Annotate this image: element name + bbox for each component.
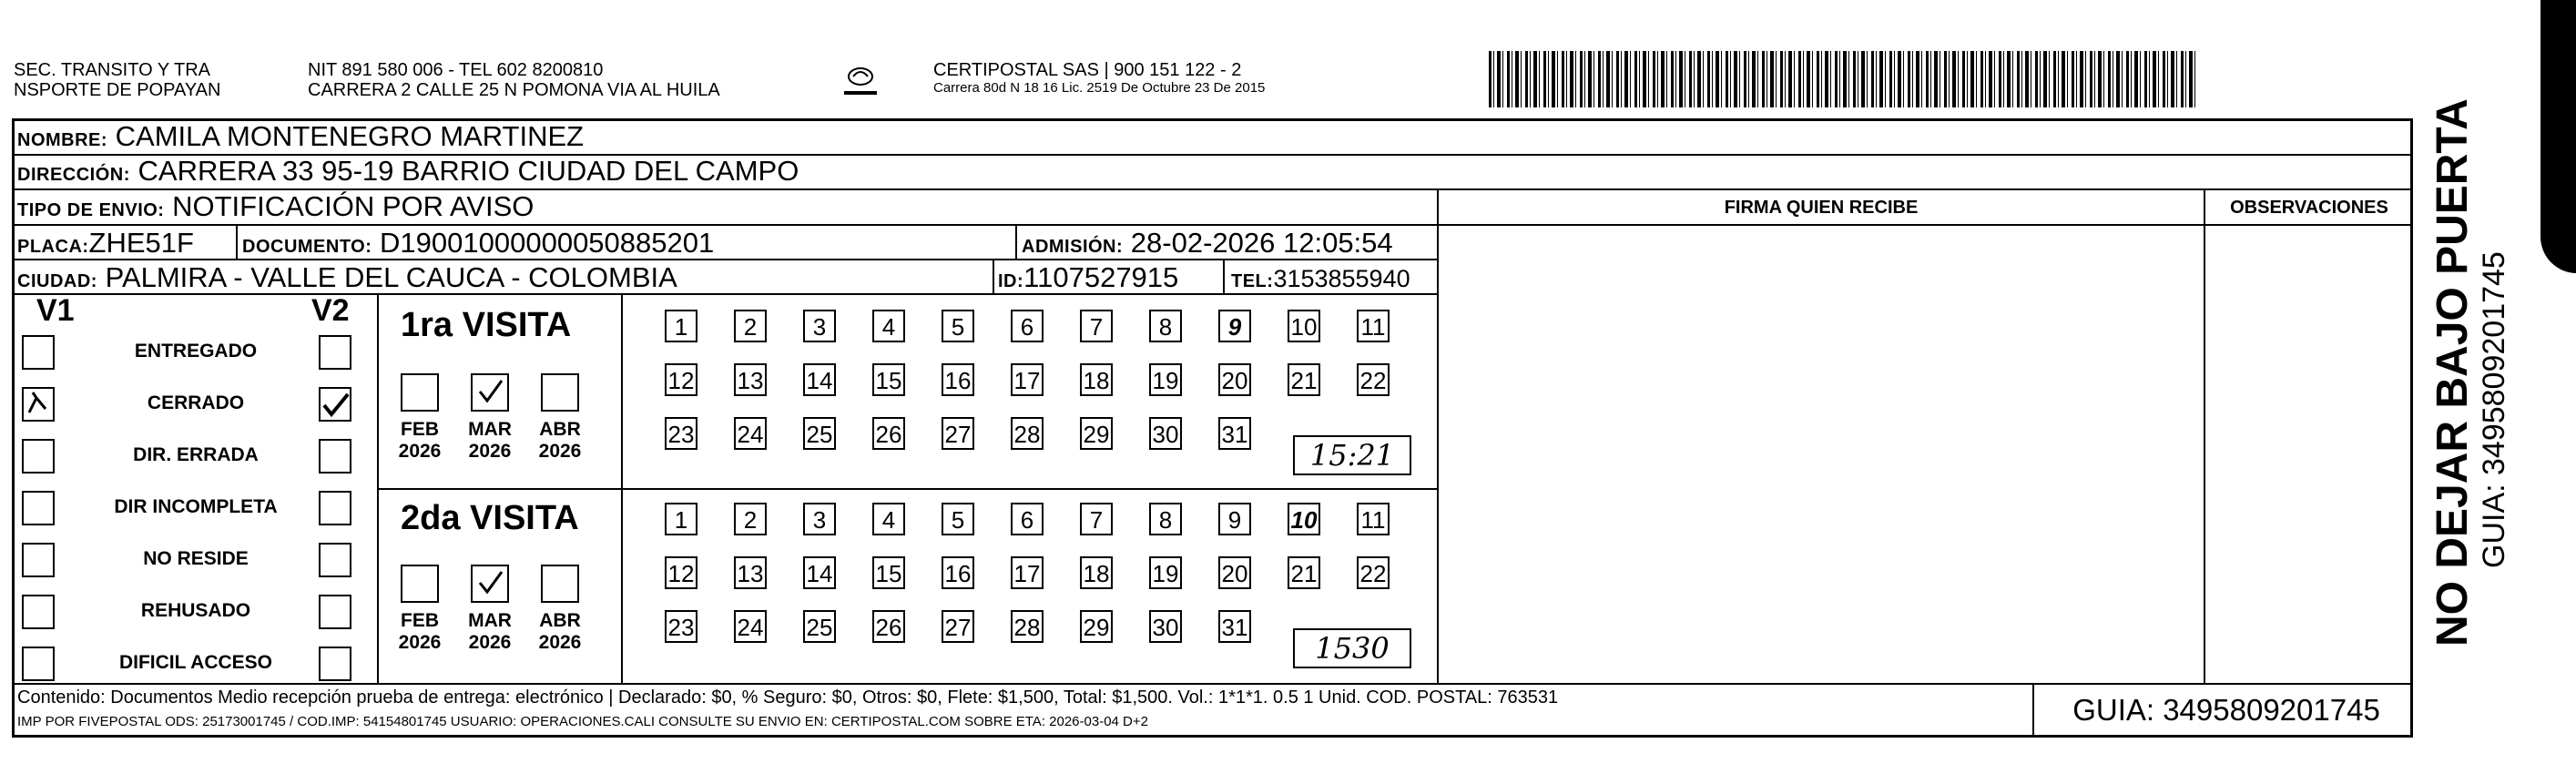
day-box[interactable]: 27 — [942, 610, 974, 643]
footer-text: Contenido: Documentos Medio recepción prueba de entrega: electrónico | Declarado: $0, % Seguro: $0, Otros: $0, Flete: $1,500, Total: $1,500. Vol.: 1*1*1. 0.5 1 Unid. COD. POSTAL: 763531 IMP POR FIVEPOSTAL ODS: 25173001745 / COD.IMP: 54154801745 USUARIO: OPERACIONES.CALI CONSULTE SU ENVIO EN: CERTIPOSTAL.COM SOBRE ETA: 2026-03-04 D+2 — [17, 687, 1559, 729]
day-box[interactable]: 8 — [1149, 503, 1182, 535]
month-name: ABR — [539, 610, 581, 631]
day-box[interactable]: 29 — [1080, 417, 1113, 450]
v2-checkbox[interactable] — [319, 595, 351, 629]
month-checkbox[interactable] — [471, 565, 509, 603]
day-box[interactable]: 3 — [803, 503, 836, 535]
id-field: ID:1107527915 — [998, 261, 1179, 293]
visit1-time: 15:21 — [1293, 435, 1411, 475]
month-name: MAR — [468, 610, 512, 631]
direccion-row: DIRECCIÓN: CARRERA 33 95-19 BARRIO CIUDAD DEL CAMPO — [17, 155, 799, 187]
month-name: FEB — [401, 610, 439, 631]
day-box[interactable]: 2 — [734, 503, 767, 535]
day-box[interactable]: 5 — [942, 310, 974, 342]
day-box[interactable]: 28 — [1011, 610, 1044, 643]
status-label: CERRADO — [147, 392, 245, 413]
v1-checkbox[interactable] — [22, 595, 55, 629]
divider — [1437, 189, 1439, 683]
day-box[interactable]: 14 — [803, 556, 836, 589]
v1-checkbox[interactable] — [22, 647, 55, 681]
status-label: DIFICIL ACCESO — [118, 652, 272, 673]
month-year: 2026 — [398, 441, 442, 462]
divider — [1015, 226, 1017, 259]
day-box[interactable]: 9 — [1218, 503, 1251, 535]
barcode — [1489, 51, 2199, 107]
day-box[interactable]: 16 — [942, 556, 974, 589]
day-box[interactable]: 9 — [1218, 310, 1251, 342]
month-checkbox[interactable] — [541, 565, 579, 603]
divider — [1439, 224, 2413, 226]
v1-checkbox[interactable] — [22, 543, 55, 577]
tel-field: TEL:3153855940 — [1231, 265, 1410, 292]
day-box[interactable]: 26 — [872, 610, 905, 643]
day-box[interactable]: 22 — [1357, 363, 1390, 396]
v1-checkbox[interactable] — [22, 439, 55, 474]
day-box[interactable]: 17 — [1011, 556, 1044, 589]
divider — [12, 293, 1439, 295]
month-year: 2026 — [398, 632, 442, 653]
day-box[interactable]: 2 — [734, 310, 767, 342]
month-name: MAR — [468, 419, 512, 440]
day-box[interactable]: 6 — [1011, 503, 1044, 535]
day-box[interactable]: 13 — [734, 363, 767, 396]
month-year: 2026 — [468, 632, 512, 653]
status-label: REHUSADO — [140, 600, 251, 621]
day-box[interactable]: 26 — [872, 417, 905, 450]
observaciones-label: OBSERVACIONES — [2230, 198, 2388, 218]
visit2-title: 2da VISITA — [401, 499, 579, 537]
day-box[interactable]: 27 — [942, 417, 974, 450]
documento-field: DOCUMENTO: D19001000000050885201 — [242, 227, 715, 259]
day-box[interactable]: 19 — [1149, 556, 1182, 589]
v2-checkbox[interactable] — [319, 387, 351, 422]
divider — [2204, 189, 2205, 683]
v2-checkbox[interactable] — [319, 543, 351, 577]
day-box[interactable]: 8 — [1149, 310, 1182, 342]
day-box[interactable]: 29 — [1080, 610, 1113, 643]
day-box[interactable]: 10 — [1288, 310, 1320, 342]
month-year: 2026 — [538, 441, 582, 462]
day-box[interactable]: 10 — [1288, 503, 1320, 535]
divider — [993, 260, 994, 293]
day-box[interactable]: 12 — [665, 363, 697, 396]
divider — [1223, 260, 1225, 293]
day-box[interactable]: 18 — [1080, 363, 1113, 396]
day-box[interactable]: 15 — [872, 363, 905, 396]
day-box[interactable]: 3 — [803, 310, 836, 342]
divider — [12, 683, 2413, 685]
firma-label: FIRMA QUIEN RECIBE — [1724, 198, 1919, 218]
day-box[interactable]: 13 — [734, 556, 767, 589]
status-label: DIR. ERRADA — [133, 444, 259, 465]
month-name: ABR — [539, 419, 581, 440]
day-box[interactable]: 5 — [942, 503, 974, 535]
ciudad-field: CIUDAD: PALMIRA - VALLE DEL CAUCA - COLOMBIA — [17, 261, 677, 293]
month-checkbox[interactable] — [471, 373, 509, 412]
day-box[interactable]: 18 — [1080, 556, 1113, 589]
month-checkbox[interactable] — [401, 565, 439, 603]
day-box[interactable]: 21 — [1288, 556, 1320, 589]
day-box[interactable]: 20 — [1218, 556, 1251, 589]
day-box[interactable]: 1 — [665, 503, 697, 535]
month-name: FEB — [401, 419, 439, 440]
v1-checkbox[interactable] — [22, 387, 55, 422]
v2-checkbox[interactable] — [319, 439, 351, 474]
v2-label: V2 — [311, 293, 350, 328]
visit1-title: 1ra VISITA — [401, 306, 572, 344]
v2-checkbox[interactable] — [319, 647, 351, 681]
day-box[interactable]: 14 — [803, 363, 836, 396]
month-label — [393, 419, 446, 463]
day-box[interactable]: 1 — [665, 310, 697, 342]
month-label — [393, 610, 446, 654]
day-box[interactable]: 23 — [665, 417, 697, 450]
placa-field: PLACA:ZHE51F — [17, 227, 194, 259]
edge-mark — [2540, 0, 2576, 273]
day-box[interactable]: 30 — [1149, 610, 1182, 643]
status-label: ENTREGADO — [134, 341, 258, 362]
day-box[interactable]: 4 — [872, 310, 905, 342]
day-box[interactable]: 15 — [872, 556, 905, 589]
day-box[interactable]: 31 — [1218, 610, 1251, 643]
day-box[interactable]: 22 — [1357, 556, 1390, 589]
day-box[interactable]: 16 — [942, 363, 974, 396]
tipo-envio-row: TIPO DE ENVIO: NOTIFICACIÓN POR AVISO — [17, 190, 535, 222]
courier-info: CERTIPOSTAL SAS | 900 151 122 - 2 Carrera 80d N 18 16 Lic. 2519 De Octubre 23 De 2015 — [933, 60, 1266, 96]
day-box[interactable]: 28 — [1011, 417, 1044, 450]
month-label — [534, 419, 586, 463]
month-label — [463, 610, 516, 654]
day-box[interactable]: 31 — [1218, 417, 1251, 450]
visit2-time: 1530 — [1293, 628, 1411, 668]
month-checkbox[interactable] — [541, 373, 579, 412]
day-box[interactable]: 4 — [872, 503, 905, 535]
day-box[interactable]: 6 — [1011, 310, 1044, 342]
day-box[interactable]: 11 — [1357, 503, 1390, 535]
day-box[interactable]: 23 — [665, 610, 697, 643]
month-checkbox[interactable] — [401, 373, 439, 412]
day-box[interactable]: 25 — [803, 610, 836, 643]
month-year: 2026 — [538, 632, 582, 653]
side-text: NO DEJAR BAJO PUERTA GUIA: 3495809201745 — [2428, 98, 2511, 647]
day-box[interactable]: 12 — [665, 556, 697, 589]
month-label — [534, 610, 586, 654]
day-box[interactable]: 19 — [1149, 363, 1182, 396]
org-name: SEC. TRANSITO Y TRA NSPORTE DE POPAYAN — [14, 60, 221, 100]
divider — [236, 226, 238, 259]
day-box[interactable]: 20 — [1218, 363, 1251, 396]
status-label: DIR INCOMPLETA — [114, 496, 278, 517]
v1-checkbox[interactable] — [22, 491, 55, 525]
day-box[interactable]: 21 — [1288, 363, 1320, 396]
divider — [377, 488, 1437, 490]
day-box[interactable]: 24 — [734, 417, 767, 450]
day-box[interactable]: 24 — [734, 610, 767, 643]
guia-box: GUIA: 3495809201745 — [2072, 693, 2380, 727]
day-box[interactable]: 11 — [1357, 310, 1390, 342]
v2-checkbox[interactable] — [319, 335, 351, 370]
month-label — [463, 419, 516, 463]
nit-info: NIT 891 580 006 - TEL 602 8200810 CARRERA 2 CALLE 25 N POMONA VIA AL HUILA — [308, 60, 720, 100]
divider — [2032, 683, 2034, 736]
v2-checkbox[interactable] — [319, 491, 351, 525]
admision-field: ADMISIÓN: 28-02-2026 12:05:54 — [1022, 227, 1393, 259]
status-label: NO RESIDE — [143, 548, 249, 569]
v1-label: V1 — [36, 293, 75, 328]
day-box[interactable]: 7 — [1080, 503, 1113, 535]
day-box[interactable]: 7 — [1080, 310, 1113, 342]
month-year: 2026 — [468, 441, 512, 462]
day-box[interactable]: 30 — [1149, 417, 1182, 450]
day-box[interactable]: 17 — [1011, 363, 1044, 396]
v1-checkbox[interactable] — [22, 335, 55, 370]
day-box[interactable]: 25 — [803, 417, 836, 450]
nombre-row: NOMBRE: CAMILA MONTENEGRO MARTINEZ — [12, 121, 1439, 156]
certipostal-logo-icon — [833, 64, 888, 100]
